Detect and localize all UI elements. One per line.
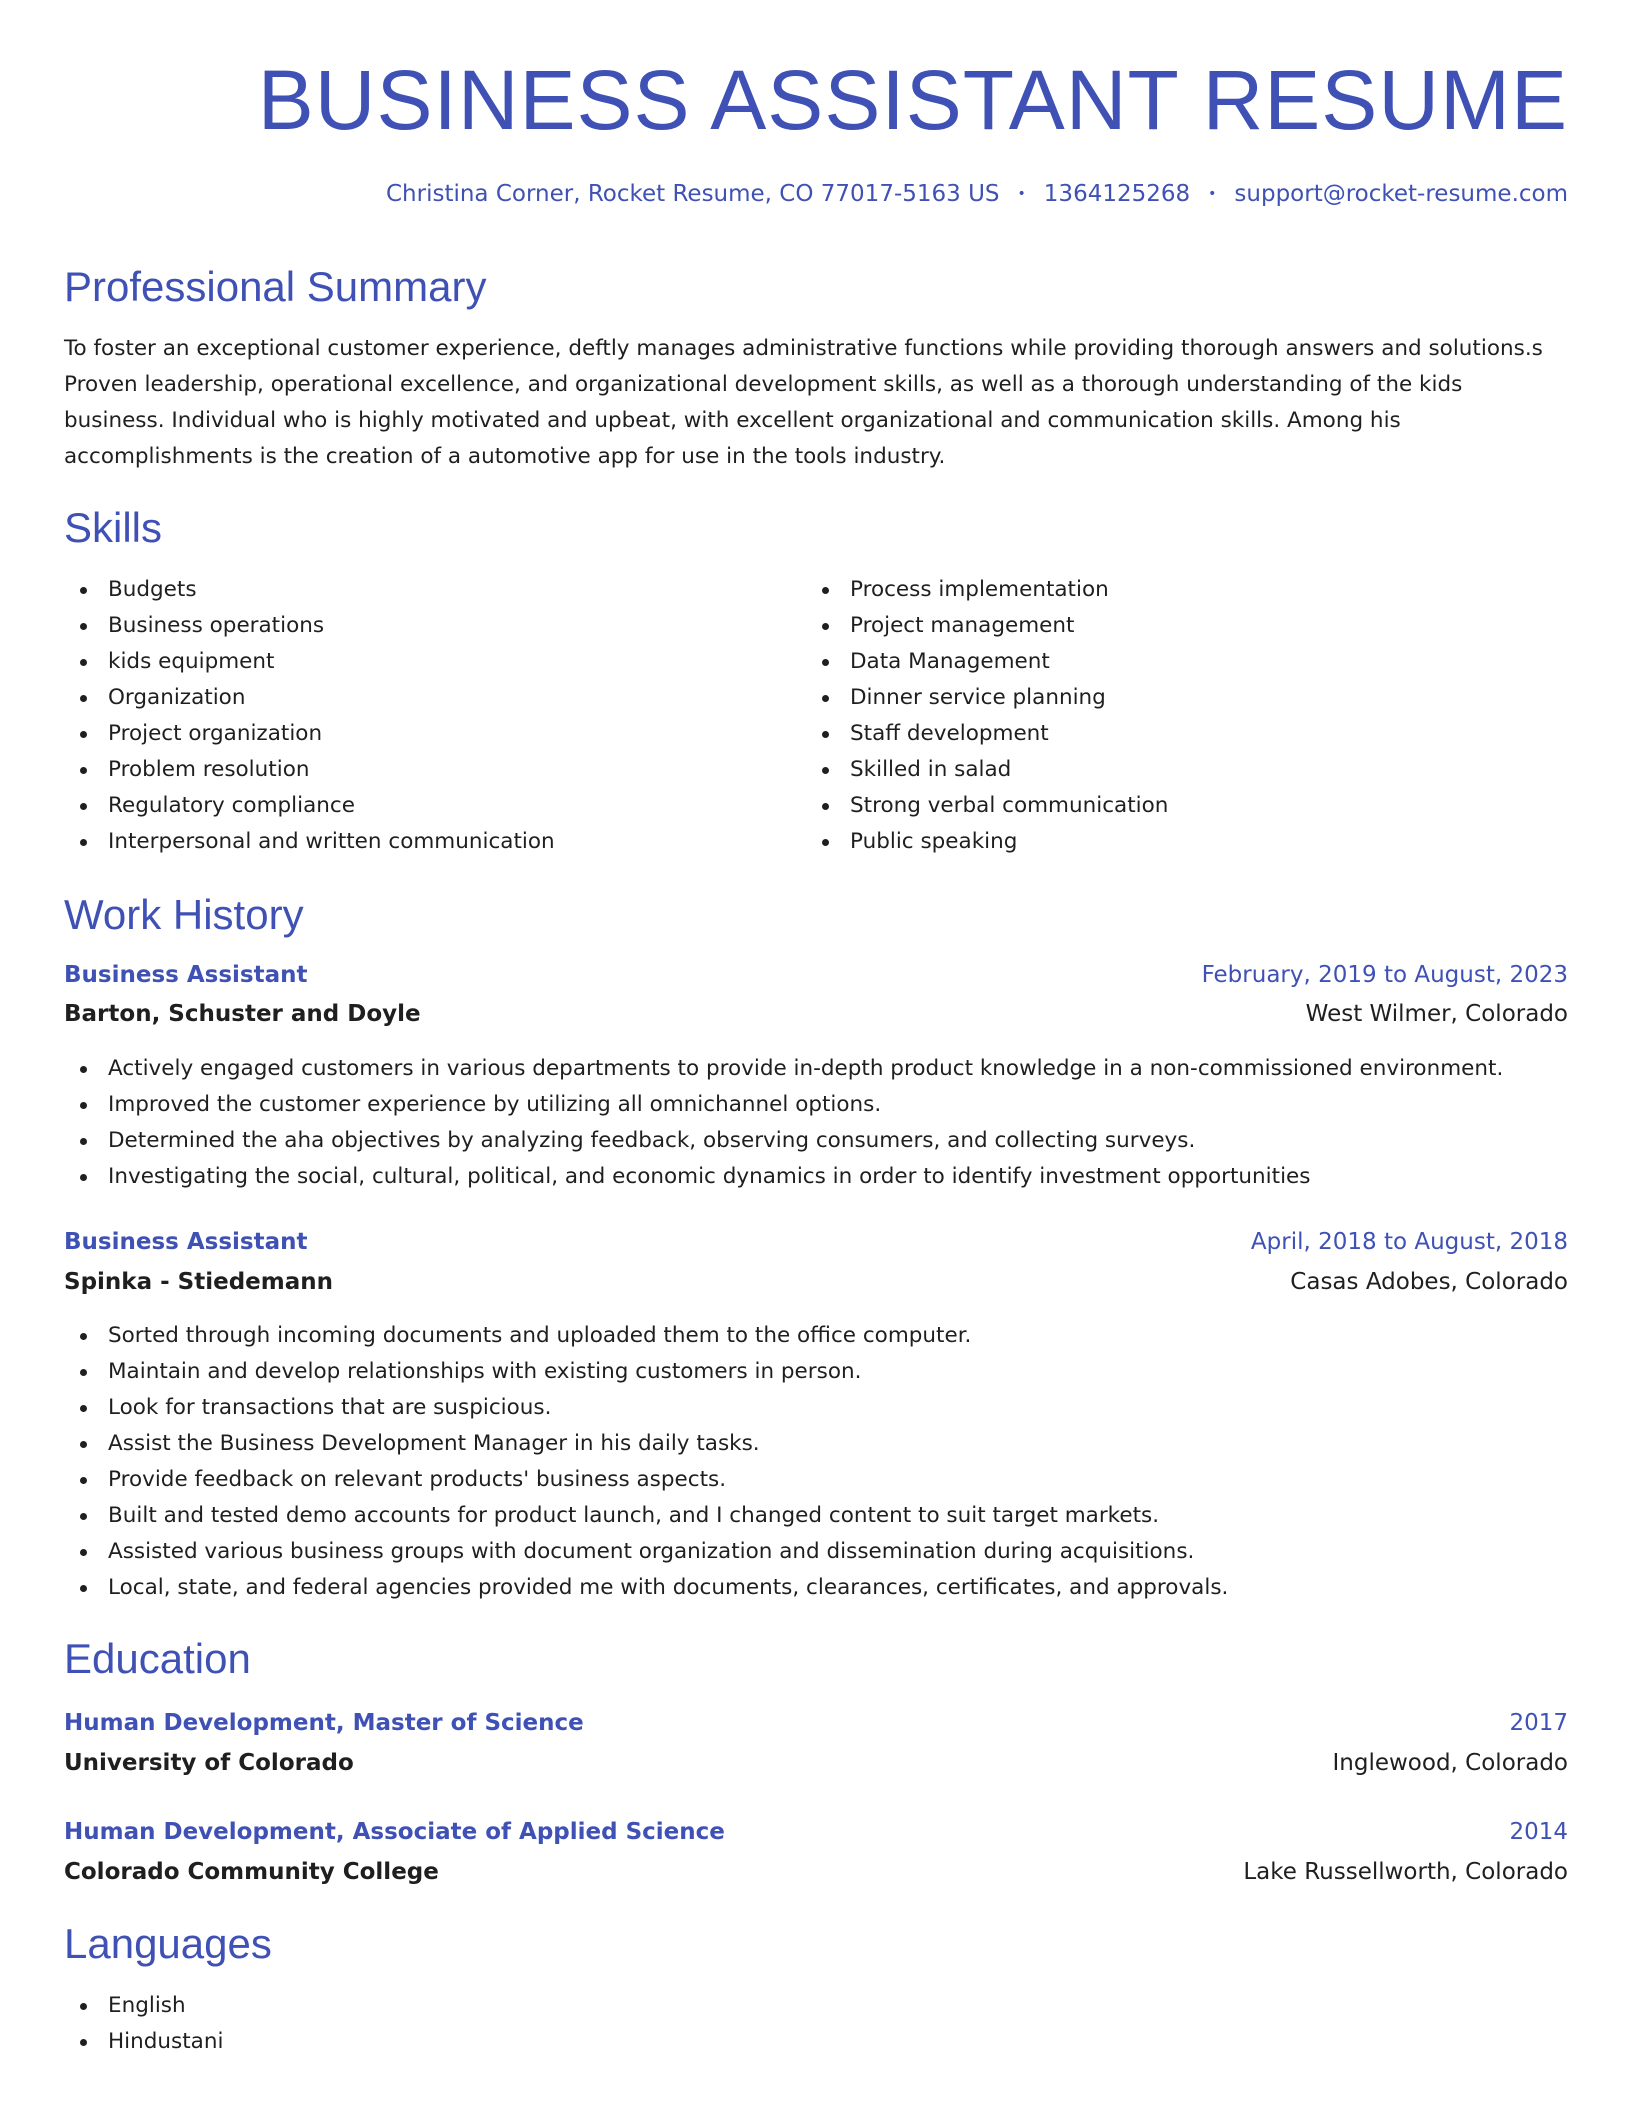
work-heading: Work History <box>64 891 304 938</box>
job-bullet: Assisted various business groups with document organization and dissemination during acquisitions. <box>64 1534 1568 1570</box>
skills-list-left <box>64 572 764 860</box>
education-location: Inglewood, Colorado <box>1332 1750 1568 1776</box>
contact-line <box>386 183 1568 205</box>
education-school: University of Colorado <box>64 1750 354 1776</box>
job-bullet: Actively engaged customers in various departments to provide in-depth product knowledge in a non-commissioned environment. <box>64 1051 1568 1087</box>
skill-item: Regulatory compliance <box>64 788 764 824</box>
job-bullet: Maintain and develop relationships with existing customers in person. <box>64 1354 1568 1390</box>
job-subheader <box>64 1001 1568 1027</box>
job-bullet: Look for transactions that are suspicious. <box>64 1390 1568 1426</box>
contact-separator: • <box>1017 186 1026 202</box>
skill-item: Staff development <box>806 716 1506 752</box>
education-subheader <box>64 1859 1568 1885</box>
job-bullets <box>64 1318 1568 1606</box>
education-location: Lake Russellworth, Colorado <box>1243 1859 1568 1885</box>
job-title: Business Assistant <box>64 1229 308 1255</box>
job-bullet: Provide feedback on relevant products' business aspects. <box>64 1462 1568 1498</box>
skill-item: Strong verbal communication <box>806 788 1506 824</box>
summary-heading: Professional Summary <box>64 263 487 310</box>
languages-heading: Languages <box>64 1920 272 1967</box>
skill-item: Organization <box>64 680 764 716</box>
skill-item: Process implementation <box>806 572 1506 608</box>
language-item: Hindustani <box>64 2024 764 2060</box>
education-school: Colorado Community College <box>64 1859 439 1885</box>
education-heading: Education <box>64 1635 251 1682</box>
job-bullet: Improved the customer experience by utilizing all omnichannel options. <box>64 1087 1568 1123</box>
education-year: 2014 <box>1509 1819 1568 1845</box>
skill-item: Project organization <box>64 716 764 752</box>
education-subheader <box>64 1750 1568 1776</box>
skill-item: Interpersonal and written communication <box>64 824 764 860</box>
education-header <box>64 1819 1568 1845</box>
education-year: 2017 <box>1509 1710 1568 1736</box>
languages-list <box>64 1988 764 2060</box>
skill-item: Problem resolution <box>64 752 764 788</box>
job-header <box>64 962 1568 988</box>
skill-item: Data Management <box>806 644 1506 680</box>
contact-phone: 1364125268 <box>1043 181 1191 207</box>
job-title: Business Assistant <box>64 962 308 988</box>
job-location: Casas Adobes, Colorado <box>1290 1269 1568 1295</box>
education-header <box>64 1710 1568 1736</box>
skill-item: Dinner service planning <box>806 680 1506 716</box>
job-bullet: Investigating the social, cultural, political, and economic dynamics in order to identify investment opportunities <box>64 1159 1568 1195</box>
contact-separator: • <box>1208 186 1217 202</box>
contact-address: Christina Corner, Rocket Resume, CO 77017-5163 US <box>385 181 1000 207</box>
resume-title: BUSINESS ASSISTANT RESUME <box>257 53 1568 147</box>
contact-email[interactable]: support@rocket-resume.com <box>1234 181 1568 207</box>
skills-list-right <box>806 572 1506 860</box>
skill-item: Public speaking <box>806 824 1506 860</box>
job-bullet: Determined the aha objectives by analyzing feedback, observing consumers, and collecting surveys. <box>64 1123 1568 1159</box>
job-dates: April, 2018 to August, 2018 <box>1250 1229 1568 1255</box>
education-degree: Human Development, Master of Science <box>64 1710 584 1736</box>
language-item: English <box>64 1988 764 2024</box>
skill-item: Skilled in salad <box>806 752 1506 788</box>
skill-item: Budgets <box>64 572 764 608</box>
skill-item: Business operations <box>64 608 764 644</box>
job-company: Spinka - Stiedemann <box>64 1269 334 1295</box>
education-degree: Human Development, Associate of Applied Science <box>64 1819 725 1845</box>
skill-item: kids equipment <box>64 644 764 680</box>
job-company: Barton, Schuster and Doyle <box>64 1001 421 1027</box>
skill-item: Project management <box>806 608 1506 644</box>
job-location: West Wilmer, Colorado <box>1305 1001 1568 1027</box>
job-dates: February, 2019 to August, 2023 <box>1201 962 1568 988</box>
summary-text: To foster an exceptional customer experience, deftly manages administrative functions while providing thorough answers and solutions.s Proven leadership, operational excellence, and organizational development skills, as well as a thorough understanding of the kids business. Individual who is highly motivated and upbeat, with excellent organizational and communication skills. Among his accomplishments is the creation of a automotive app for use in the tools industry. <box>64 336 1543 469</box>
job-bullet: Local, state, and federal agencies provided me with documents, clearances, certificates, and approvals. <box>64 1570 1568 1606</box>
job-bullet: Assist the Business Development Manager in his daily tasks. <box>64 1426 1568 1462</box>
job-header <box>64 1229 1568 1255</box>
job-bullet: Built and tested demo accounts for product launch, and I changed content to suit target markets. <box>64 1498 1568 1534</box>
job-subheader <box>64 1269 1568 1295</box>
job-bullets <box>64 1051 1568 1195</box>
job-bullet: Sorted through incoming documents and uploaded them to the office computer. <box>64 1318 1568 1354</box>
skills-heading: Skills <box>64 504 163 551</box>
